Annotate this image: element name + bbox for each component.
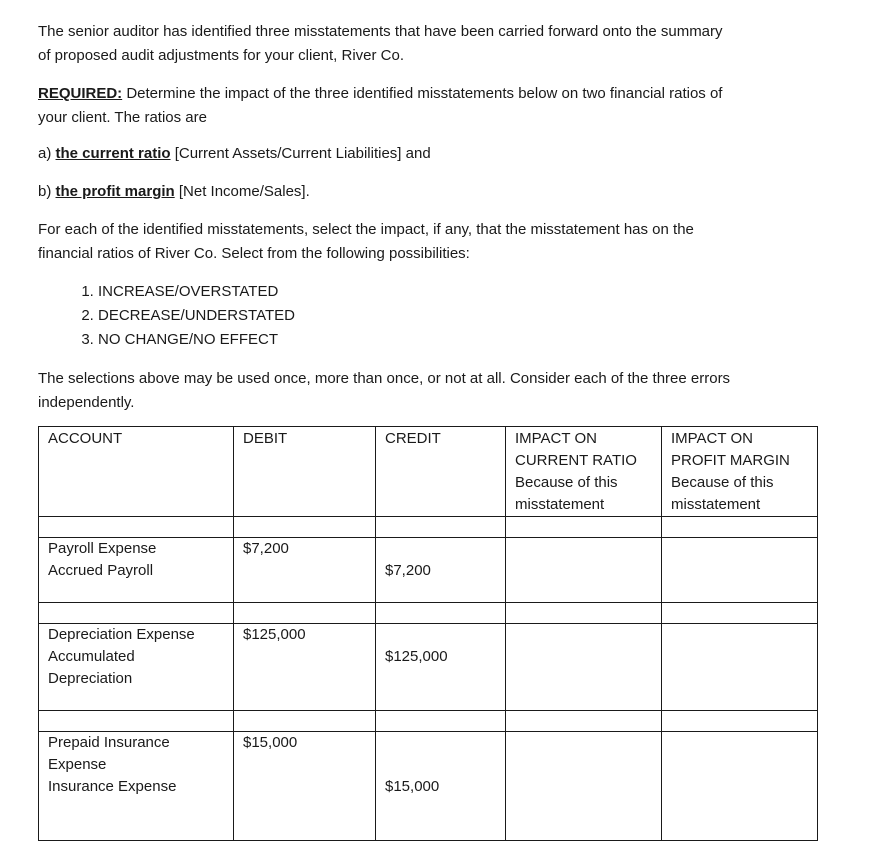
credit-cell: $7,200 — [376, 538, 506, 603]
table-row — [39, 732, 818, 841]
intro-line-2: of proposed audit adjustments for your client, River Co. — [38, 47, 405, 64]
header-cr-line: Because of this — [515, 474, 618, 491]
header-pm-line: IMPACT ON — [671, 430, 753, 447]
header-pm-line: PROFIT MARGIN — [671, 452, 790, 469]
ratio-a-formula: [Current Assets/Current Liabilities] and — [174, 145, 431, 162]
required-line-1: Determine the impact of the three identified misstatements below on two financial ratios of — [126, 85, 723, 102]
impact-profit-margin-cell[interactable] — [662, 624, 818, 711]
note-paragraph — [38, 367, 838, 415]
impact-profit-margin-cell[interactable] — [662, 538, 818, 603]
account-line: Depreciation — [48, 670, 133, 687]
account-cell — [39, 732, 234, 841]
account-line: Depreciation Expense — [48, 626, 195, 643]
header-credit: CREDIT — [376, 427, 506, 517]
account-line: Prepaid Insurance — [48, 734, 170, 751]
header-pm-line: misstatement — [671, 496, 761, 513]
account-cell — [39, 624, 234, 711]
table-row — [39, 538, 818, 603]
spacer-row — [39, 711, 818, 732]
intro-paragraph — [38, 20, 838, 68]
impact-current-ratio-cell[interactable] — [506, 732, 662, 841]
spacer-row — [39, 517, 818, 538]
option-item: 1. INCREASE/OVERSTATED — [98, 280, 295, 304]
instruction-line-2: financial ratios of River Co. Select from the following possibilities: — [38, 245, 470, 262]
impact-current-ratio-cell[interactable] — [506, 624, 662, 711]
table-row — [39, 624, 818, 711]
account-cell — [39, 538, 234, 603]
account-line: Expense — [48, 756, 107, 773]
credit-cell: $15,000 — [376, 732, 506, 841]
instruction-paragraph — [38, 218, 838, 266]
options-list — [38, 280, 295, 352]
ratio-b-formula: [Net Income/Sales]. — [178, 183, 310, 200]
ratio-b-name: the profit margin — [55, 183, 175, 200]
debit-cell: $125,000 — [234, 624, 376, 711]
account-line: Insurance Expense — [48, 778, 177, 795]
required-line-2: your client. The ratios are — [38, 109, 207, 126]
header-pm-line: Because of this — [671, 474, 774, 491]
debit-cell: $15,000 — [234, 732, 376, 841]
header-cr-line: CURRENT RATIO — [515, 452, 637, 469]
note-line-1: The selections above may be used once, more than once, or not at all. Consider each of the three errors — [38, 370, 731, 387]
header-account: ACCOUNT — [39, 427, 234, 517]
impact-profit-margin-cell[interactable] — [662, 732, 818, 841]
account-line: Accumulated — [48, 648, 135, 665]
account-line: Payroll Expense — [48, 540, 157, 557]
required-paragraph — [38, 82, 838, 130]
intro-line-1: The senior auditor has identified three misstatements that have been carried forward onto the summary — [38, 23, 723, 40]
header-cr-line: IMPACT ON — [515, 430, 597, 447]
spacer-row — [39, 603, 818, 624]
required-label: REQUIRED: — [38, 85, 123, 102]
option-item: 2. DECREASE/UNDERSTATED — [98, 304, 295, 328]
header-impact-current-ratio — [506, 427, 662, 517]
account-line: Accrued Payroll — [48, 562, 154, 579]
instruction-line-1: For each of the identified misstatements, select the impact, if any, that the misstatement has on the — [38, 221, 694, 238]
ratio-a-prefix: a) — [38, 145, 52, 162]
debit-cell: $7,200 — [234, 538, 376, 603]
header-impact-profit-margin — [662, 427, 818, 517]
adjustments-table — [38, 426, 818, 841]
note-line-2: independently. — [38, 394, 135, 411]
ratio-a — [38, 142, 838, 166]
ratio-a-name: the current ratio — [55, 145, 171, 162]
option-item: 3. NO CHANGE/NO EFFECT — [98, 328, 295, 352]
ratio-b-prefix: b) — [38, 183, 52, 200]
header-debit: DEBIT — [234, 427, 376, 517]
table-header-row — [39, 427, 818, 517]
header-cr-line: misstatement — [515, 496, 605, 513]
credit-cell: $125,000 — [376, 624, 506, 711]
impact-current-ratio-cell[interactable] — [506, 538, 662, 603]
ratio-b — [38, 180, 838, 204]
